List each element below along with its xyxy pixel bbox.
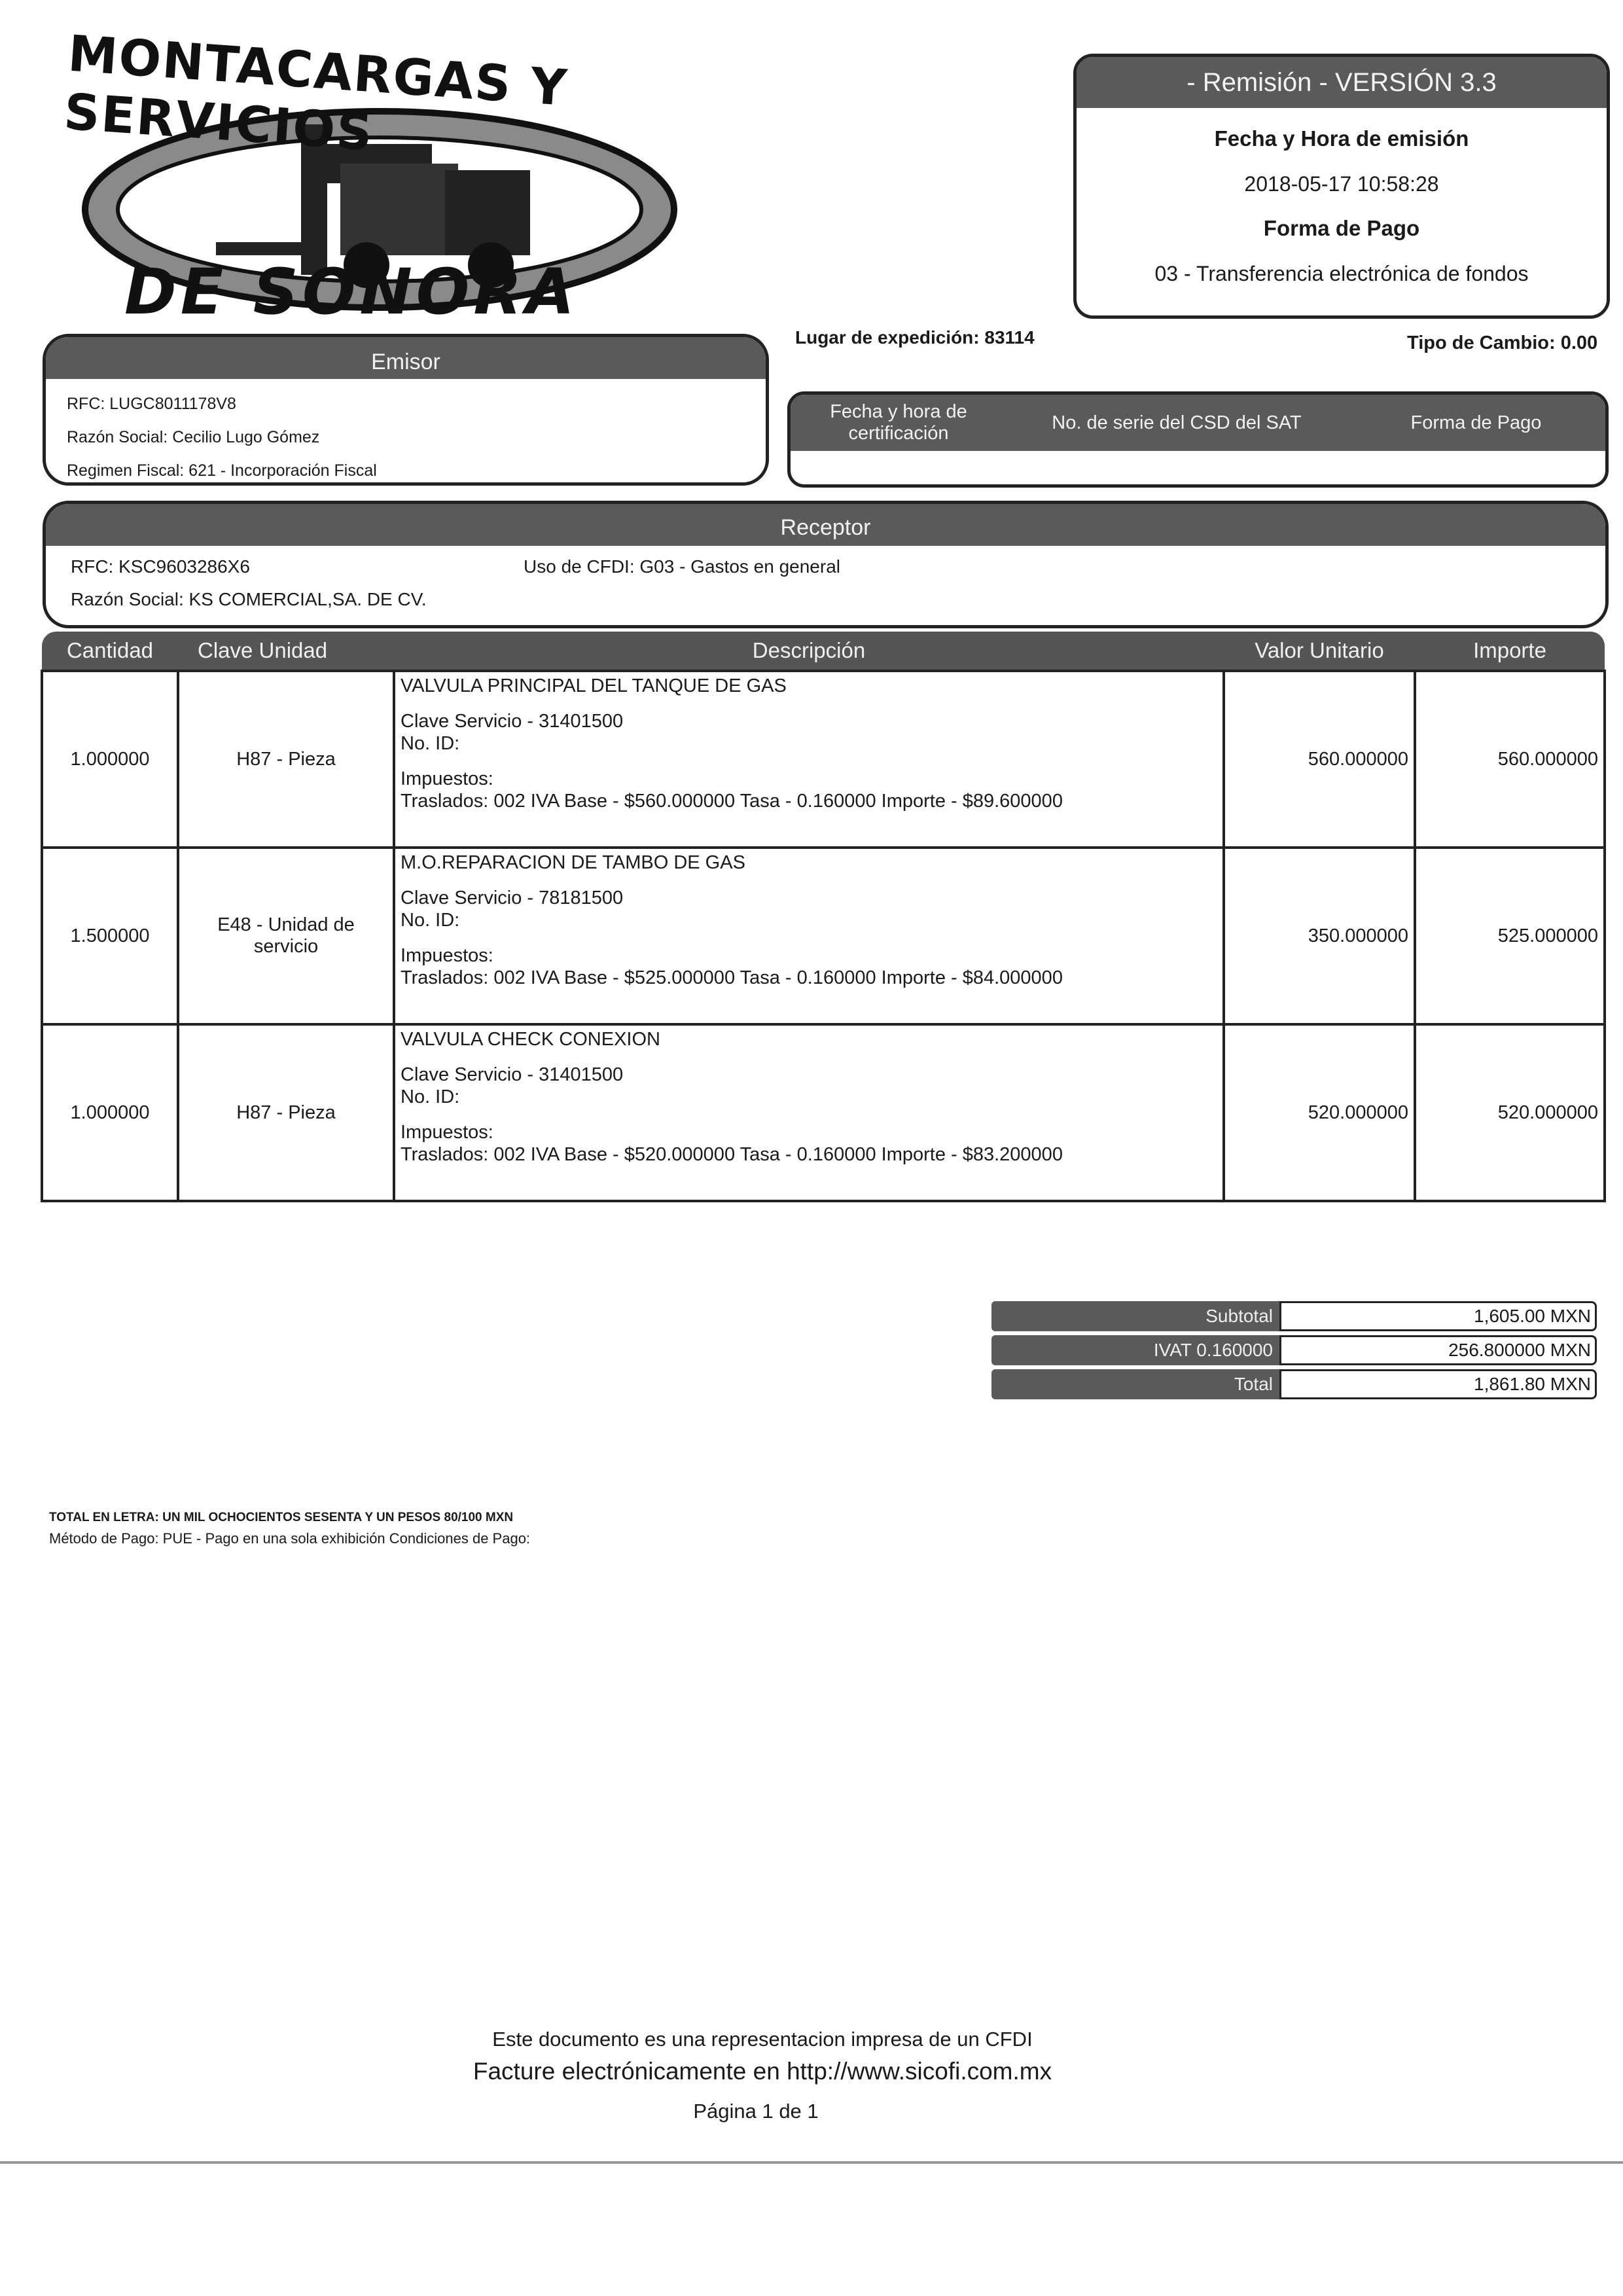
tipo-cambio: Tipo de Cambio: 0.00 bbox=[1407, 332, 1598, 353]
total-label: Total bbox=[991, 1369, 1279, 1399]
subtotal-row bbox=[991, 1301, 1597, 1331]
row-cantidad: 1.000000 bbox=[42, 671, 178, 848]
receptor-panel bbox=[43, 501, 1609, 628]
desc-traslados: Traslados: 002 IVA Base - $520.000000 Tasa - 0.160000 Importe - $83.200000 bbox=[401, 1144, 1063, 1165]
items-table bbox=[41, 632, 1606, 1202]
lugar-expedicion: Lugar de expedición: 83114 bbox=[795, 327, 1035, 348]
row-clave-unidad: E48 - Unidad de servicio bbox=[178, 848, 394, 1024]
metodo-pago: Método de Pago: PUE - Pago en una sola exhibición Condiciones de Pago: bbox=[49, 1530, 531, 1547]
row-descripcion bbox=[394, 671, 1224, 848]
fecha-label: Fecha y Hora de emisión bbox=[1214, 126, 1469, 151]
desc-no-id: No. ID: bbox=[401, 1086, 460, 1107]
footer-page-number: Página 1 de 1 bbox=[693, 2100, 819, 2123]
forma-pago-label: Forma de Pago bbox=[1263, 216, 1420, 240]
emisor-panel bbox=[43, 334, 769, 486]
company-name-top: MONTACARGAS Y SERVICIOS bbox=[62, 24, 570, 162]
subtotal-value: 1,605.00 MXN bbox=[1279, 1301, 1597, 1331]
header-importe: Importe bbox=[1415, 632, 1605, 671]
receptor-rfc: RFC: KSC9603286X6 bbox=[71, 556, 250, 577]
desc-traslados: Traslados: 002 IVA Base - $525.000000 Tasa - 0.160000 Importe - $84.000000 bbox=[401, 967, 1063, 988]
desc-clave-servicio: Clave Servicio - 31401500 bbox=[401, 1064, 624, 1085]
total-value: 1,861.80 MXN bbox=[1279, 1369, 1597, 1399]
row-importe: 525.000000 bbox=[1415, 848, 1605, 1024]
desc-title: M.O.REPARACION DE TAMBO DE GAS bbox=[401, 852, 745, 873]
receptor-razon-social: Razón Social: KS COMERCIAL,SA. DE CV. bbox=[71, 589, 427, 609]
company-logo bbox=[39, 24, 694, 329]
totals-box bbox=[991, 1301, 1597, 1403]
header-descripcion: Descripción bbox=[394, 632, 1224, 671]
table-row bbox=[42, 671, 1605, 848]
desc-no-id: No. ID: bbox=[401, 733, 460, 754]
table-row bbox=[42, 1024, 1605, 1201]
header-valor-unitario: Valor Unitario bbox=[1224, 632, 1415, 671]
row-importe: 560.000000 bbox=[1415, 671, 1605, 848]
desc-title: VALVULA PRINCIPAL DEL TANQUE DE GAS bbox=[401, 675, 787, 696]
header-cantidad: Cantidad bbox=[42, 632, 178, 671]
emisor-title: Emisor bbox=[46, 337, 766, 379]
iva-value: 256.800000 MXN bbox=[1279, 1335, 1597, 1365]
desc-impuestos: Impuestos: bbox=[401, 1122, 493, 1143]
desc-impuestos: Impuestos: bbox=[401, 945, 493, 966]
row-valor-unitario: 560.000000 bbox=[1224, 671, 1415, 848]
footer-divider bbox=[0, 2161, 1623, 2164]
emisor-razon-social: Razón Social: Cecilio Lugo Gómez bbox=[67, 428, 320, 446]
cert-csd-header: No. de serie del CSD del SAT bbox=[1052, 412, 1302, 433]
certificacion-panel bbox=[787, 391, 1609, 488]
desc-clave-servicio: Clave Servicio - 78181500 bbox=[401, 888, 624, 908]
total-en-letra: TOTAL EN LETRA: UN MIL OCHOCIENTOS SESENTA Y UN PESOS 80/100 MXN bbox=[49, 1511, 514, 1524]
company-name-bottom: DE SONORA bbox=[124, 255, 579, 329]
desc-no-id: No. ID: bbox=[401, 910, 460, 931]
document-title: - Remisión - VERSIÓN 3.3 bbox=[1077, 57, 1607, 108]
total-row bbox=[991, 1369, 1597, 1399]
row-descripcion bbox=[394, 848, 1224, 1024]
desc-impuestos: Impuestos: bbox=[401, 768, 493, 789]
row-clave-unidad: H87 - Pieza bbox=[178, 671, 394, 848]
row-valor-unitario: 350.000000 bbox=[1224, 848, 1415, 1024]
desc-title: VALVULA CHECK CONEXION bbox=[401, 1029, 660, 1050]
cert-forma-pago-header: Forma de Pago bbox=[1410, 412, 1542, 433]
receptor-title: Receptor bbox=[46, 504, 1605, 546]
emisor-rfc: RFC: LUGC8011178V8 bbox=[67, 395, 236, 413]
forma-pago-value: 03 - Transferencia electrónica de fondos bbox=[1154, 262, 1529, 285]
desc-traslados: Traslados: 002 IVA Base - $560.000000 Tasa - 0.160000 Importe - $89.600000 bbox=[401, 791, 1063, 812]
footer-sicofi-link[interactable]: Facture electrónicamente en http://www.sicofi.com.mx bbox=[473, 2058, 1052, 2085]
desc-clave-servicio: Clave Servicio - 31401500 bbox=[401, 711, 624, 732]
fecha-value: 2018-05-17 10:58:28 bbox=[1244, 172, 1439, 196]
document-header-box bbox=[1073, 54, 1610, 319]
table-header-row bbox=[42, 632, 1605, 671]
row-valor-unitario: 520.000000 bbox=[1224, 1024, 1415, 1201]
header-clave-unidad: Clave Unidad bbox=[178, 632, 394, 671]
iva-row bbox=[991, 1335, 1597, 1365]
cert-fecha-header: Fecha y hora de certificación bbox=[830, 401, 967, 444]
footer-cfdi-note: Este documento es una representacion impresa de un CFDI bbox=[492, 2028, 1033, 2051]
emisor-regimen: Regimen Fiscal: 621 - Incorporación Fiscal bbox=[67, 461, 377, 480]
subtotal-label: Subtotal bbox=[991, 1301, 1279, 1331]
row-importe: 520.000000 bbox=[1415, 1024, 1605, 1201]
table-row bbox=[42, 848, 1605, 1024]
row-cantidad: 1.000000 bbox=[42, 1024, 178, 1201]
row-cantidad: 1.500000 bbox=[42, 848, 178, 1024]
iva-label: IVAT 0.160000 bbox=[991, 1335, 1279, 1365]
row-descripcion bbox=[394, 1024, 1224, 1201]
receptor-uso-cfdi: Uso de CFDI: G03 - Gastos en general bbox=[524, 556, 840, 577]
row-clave-unidad: H87 - Pieza bbox=[178, 1024, 394, 1201]
certificacion-header bbox=[791, 395, 1605, 451]
